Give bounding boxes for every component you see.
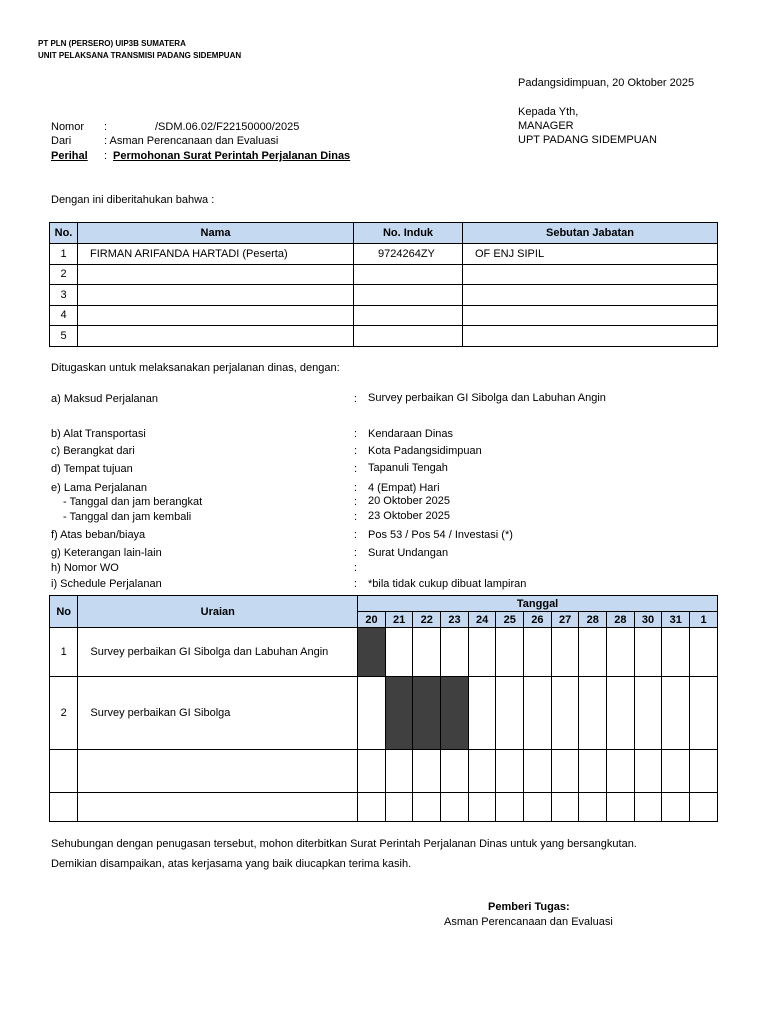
- maksud-label: a) Maksud Perjalanan: [51, 393, 159, 405]
- row-nama: [78, 326, 354, 347]
- table-row: [50, 264, 718, 285]
- sched-cell-filled: [358, 628, 386, 677]
- table-row: [50, 750, 718, 793]
- sched-date-header: 30: [634, 612, 662, 628]
- row-no: 3: [50, 285, 78, 306]
- row-jabatan: [463, 285, 718, 306]
- row-induk: [354, 285, 463, 306]
- sched-cell: [468, 793, 496, 822]
- tgl-kembali-colon: :: [354, 511, 358, 523]
- sched-cell: [634, 793, 662, 822]
- tujuan-colon: :: [354, 463, 358, 475]
- sched-cell: [634, 628, 662, 677]
- tgl-berangkat-value: 20 Oktober 2025: [368, 495, 450, 507]
- sched-date-header: 23: [441, 612, 469, 628]
- row-induk: 9724264ZY: [354, 244, 463, 265]
- sched-cell: [607, 793, 635, 822]
- sched-cell: [413, 628, 441, 677]
- sched-date-header: 27: [551, 612, 579, 628]
- sched-cell: [524, 628, 552, 677]
- sched-cell: [634, 750, 662, 793]
- sched-cell: [496, 793, 524, 822]
- sched-no-header: No: [50, 596, 78, 628]
- schedule-note: *bila tidak cukup dibuat lampiran: [368, 578, 527, 590]
- personnel-table: [49, 222, 718, 347]
- sched-date-header: 20: [358, 612, 386, 628]
- sched-cell: [413, 793, 441, 822]
- sched-cell: [662, 750, 690, 793]
- col-induk-header: No. Induk: [354, 223, 463, 244]
- sched-cell: [607, 628, 635, 677]
- sched-cell: [524, 750, 552, 793]
- row-jabatan: [463, 264, 718, 285]
- intro-text: Dengan ini diberitahukan bahwa :: [51, 194, 215, 206]
- sched-cell: [468, 677, 496, 750]
- sched-cell: [579, 793, 607, 822]
- schedule-colon: :: [354, 578, 358, 590]
- closing-line-1: Sehubungan dengan penugasan tersebut, mohon diterbitkan Surat Perintah Perjalanan Dinas untuk yang bersangkutan.: [51, 838, 637, 850]
- sched-cell: [496, 750, 524, 793]
- alat-colon: :: [354, 428, 358, 440]
- org-name: PT PLN (PERSERO) UIP3B SUMATERA: [38, 39, 186, 48]
- tujuan-value: Tapanuli Tengah: [368, 462, 448, 474]
- sched-date-header: 28: [579, 612, 607, 628]
- signature-title: Pemberi Tugas:: [488, 901, 570, 913]
- sched-cell: [551, 750, 579, 793]
- nomor-colon: :: [104, 121, 108, 133]
- col-nama-header: Nama: [78, 223, 354, 244]
- sched-cell: [551, 628, 579, 677]
- sched-cell: [385, 628, 413, 677]
- sched-row-uraian: [78, 750, 358, 793]
- sched-cell: [468, 628, 496, 677]
- sched-cell: [385, 793, 413, 822]
- sched-cell: [496, 677, 524, 750]
- tgl-kembali-label: - Tanggal dan jam kembali: [63, 511, 192, 523]
- row-nama: [78, 264, 354, 285]
- schedule-label: i) Schedule Perjalanan: [51, 578, 162, 590]
- sched-cell: [579, 750, 607, 793]
- keterangan-label: g) Keterangan lain-lain: [51, 547, 162, 559]
- table-row: [50, 793, 718, 822]
- sched-cell: [690, 628, 718, 677]
- row-no: 5: [50, 326, 78, 347]
- sched-row-uraian: Survey perbaikan GI Sibolga dan Labuhan Angin: [78, 628, 358, 677]
- col-no-header: No.: [50, 223, 78, 244]
- tgl-kembali-value: 23 Oktober 2025: [368, 510, 450, 522]
- maksud-colon: :: [354, 393, 358, 405]
- recipient-title: MANAGER: [518, 120, 574, 132]
- sched-cell: [662, 628, 690, 677]
- nomor-value: /SDM.06.02/F22150000/2025: [155, 121, 300, 133]
- row-no: 2: [50, 264, 78, 285]
- sched-date-header: 1: [690, 612, 718, 628]
- signature-position: Asman Perencanaan dan Evaluasi: [444, 916, 613, 928]
- row-jabatan: [463, 305, 718, 326]
- perihal-value: Permohonan Surat Perintah Perjalanan Dinas: [113, 150, 351, 162]
- sched-cell: [662, 677, 690, 750]
- sched-cell: [579, 628, 607, 677]
- sched-row-no: 1: [50, 628, 78, 677]
- sched-cell: [607, 677, 635, 750]
- berangkat-colon: :: [354, 445, 358, 457]
- berangkat-label: c) Berangkat dari: [51, 445, 135, 457]
- recipient-greeting: Kepada Yth,: [518, 106, 579, 118]
- table-row: [50, 285, 718, 306]
- sched-cell: [524, 677, 552, 750]
- sched-row-no: [50, 793, 78, 822]
- tgl-berangkat-label: - Tanggal dan jam berangkat: [63, 496, 203, 508]
- sched-cell: [579, 677, 607, 750]
- tujuan-label: d) Tempat tujuan: [51, 463, 133, 475]
- keterangan-value: Surat Undangan: [368, 547, 449, 559]
- sched-date-header: 24: [468, 612, 496, 628]
- sched-date-header: 28: [607, 612, 635, 628]
- sched-cell: [358, 677, 386, 750]
- sched-cell: [468, 750, 496, 793]
- row-nama: [78, 305, 354, 326]
- place-date: Padangsidimpuan, 20 Oktober 2025: [518, 77, 695, 89]
- row-nama: [78, 285, 354, 306]
- org-unit: UNIT PELAKSANA TRANSMISI PADANG SIDEMPUAN: [38, 51, 242, 60]
- table-row: [50, 677, 718, 750]
- table-row: [50, 244, 718, 265]
- table-row: [50, 305, 718, 326]
- sched-cell: [441, 628, 469, 677]
- sched-row-no: 2: [50, 677, 78, 750]
- assignment-intro: Ditugaskan untuk melaksanakan perjalanan dinas, dengan:: [51, 362, 340, 374]
- sched-date-header: 26: [524, 612, 552, 628]
- beban-colon: :: [354, 529, 358, 541]
- sched-cell: [690, 750, 718, 793]
- maksud-value: Survey perbaikan GI Sibolga dan Labuhan Angin: [368, 392, 606, 404]
- sched-cell: [441, 750, 469, 793]
- dari-value: : Asman Perencanaan dan Evaluasi: [104, 135, 279, 147]
- berangkat-value: Kota Padangsidimpuan: [368, 445, 482, 457]
- closing-line-2: Demikian disampaikan, atas kerjasama yang baik diucapkan terima kasih.: [51, 858, 412, 870]
- row-induk: [354, 305, 463, 326]
- sched-date-header: 31: [662, 612, 690, 628]
- row-induk: [354, 264, 463, 285]
- wo-colon: :: [354, 562, 358, 574]
- beban-value: Pos 53 / Pos 54 / Investasi (*): [368, 529, 513, 541]
- row-induk: [354, 326, 463, 347]
- sched-cell: [441, 793, 469, 822]
- sched-uraian-header: Uraian: [78, 596, 358, 628]
- lama-colon: :: [354, 482, 358, 494]
- lama-label: e) Lama Perjalanan: [51, 482, 148, 494]
- wo-label: h) Nomor WO: [51, 562, 119, 574]
- dari-label: Dari: [51, 135, 72, 147]
- recipient-unit: UPT PADANG SIDEMPUAN: [518, 134, 657, 146]
- sched-date-header: 25: [496, 612, 524, 628]
- sched-cell: [358, 750, 386, 793]
- sched-row-no: [50, 750, 78, 793]
- sched-date-header: 21: [385, 612, 413, 628]
- row-nama: FIRMAN ARIFANDA HARTADI (Peserta): [78, 244, 354, 265]
- sched-cell: [690, 793, 718, 822]
- sched-cell: [634, 677, 662, 750]
- sched-cell: [607, 750, 635, 793]
- table-row: [50, 628, 718, 677]
- lama-value: 4 (Empat) Hari: [368, 482, 440, 494]
- table-row: [50, 326, 718, 347]
- sched-cell: [413, 750, 441, 793]
- perihal-colon: :: [104, 150, 108, 162]
- sched-cell: [524, 793, 552, 822]
- sched-cell-filled: [385, 677, 413, 750]
- schedule-table: [49, 595, 718, 822]
- sched-cell: [551, 793, 579, 822]
- row-no: 4: [50, 305, 78, 326]
- keterangan-colon: :: [354, 547, 358, 559]
- sched-cell: [690, 677, 718, 750]
- beban-label: f) Atas beban/biaya: [51, 529, 146, 541]
- alat-label: b) Alat Transportasi: [51, 428, 146, 440]
- sched-date-header: 22: [413, 612, 441, 628]
- row-no: 1: [50, 244, 78, 265]
- alat-value: Kendaraan Dinas: [368, 428, 454, 440]
- row-jabatan: [463, 326, 718, 347]
- sched-cell: [662, 793, 690, 822]
- col-jabatan-header: Sebutan Jabatan: [463, 223, 718, 244]
- row-jabatan: OF ENJ SIPIL: [463, 244, 718, 265]
- sched-row-uraian: [78, 793, 358, 822]
- sched-tanggal-header: Tanggal: [358, 596, 718, 612]
- sched-row-uraian: Survey perbaikan GI Sibolga: [78, 677, 358, 750]
- sched-cell-filled: [413, 677, 441, 750]
- tgl-berangkat-colon: :: [354, 496, 358, 508]
- sched-cell: [358, 793, 386, 822]
- perihal-label: Perihal: [51, 150, 88, 162]
- nomor-label: Nomor: [51, 121, 85, 133]
- sched-cell-filled: [441, 677, 469, 750]
- sched-cell: [385, 750, 413, 793]
- sched-cell: [496, 628, 524, 677]
- sched-cell: [551, 677, 579, 750]
